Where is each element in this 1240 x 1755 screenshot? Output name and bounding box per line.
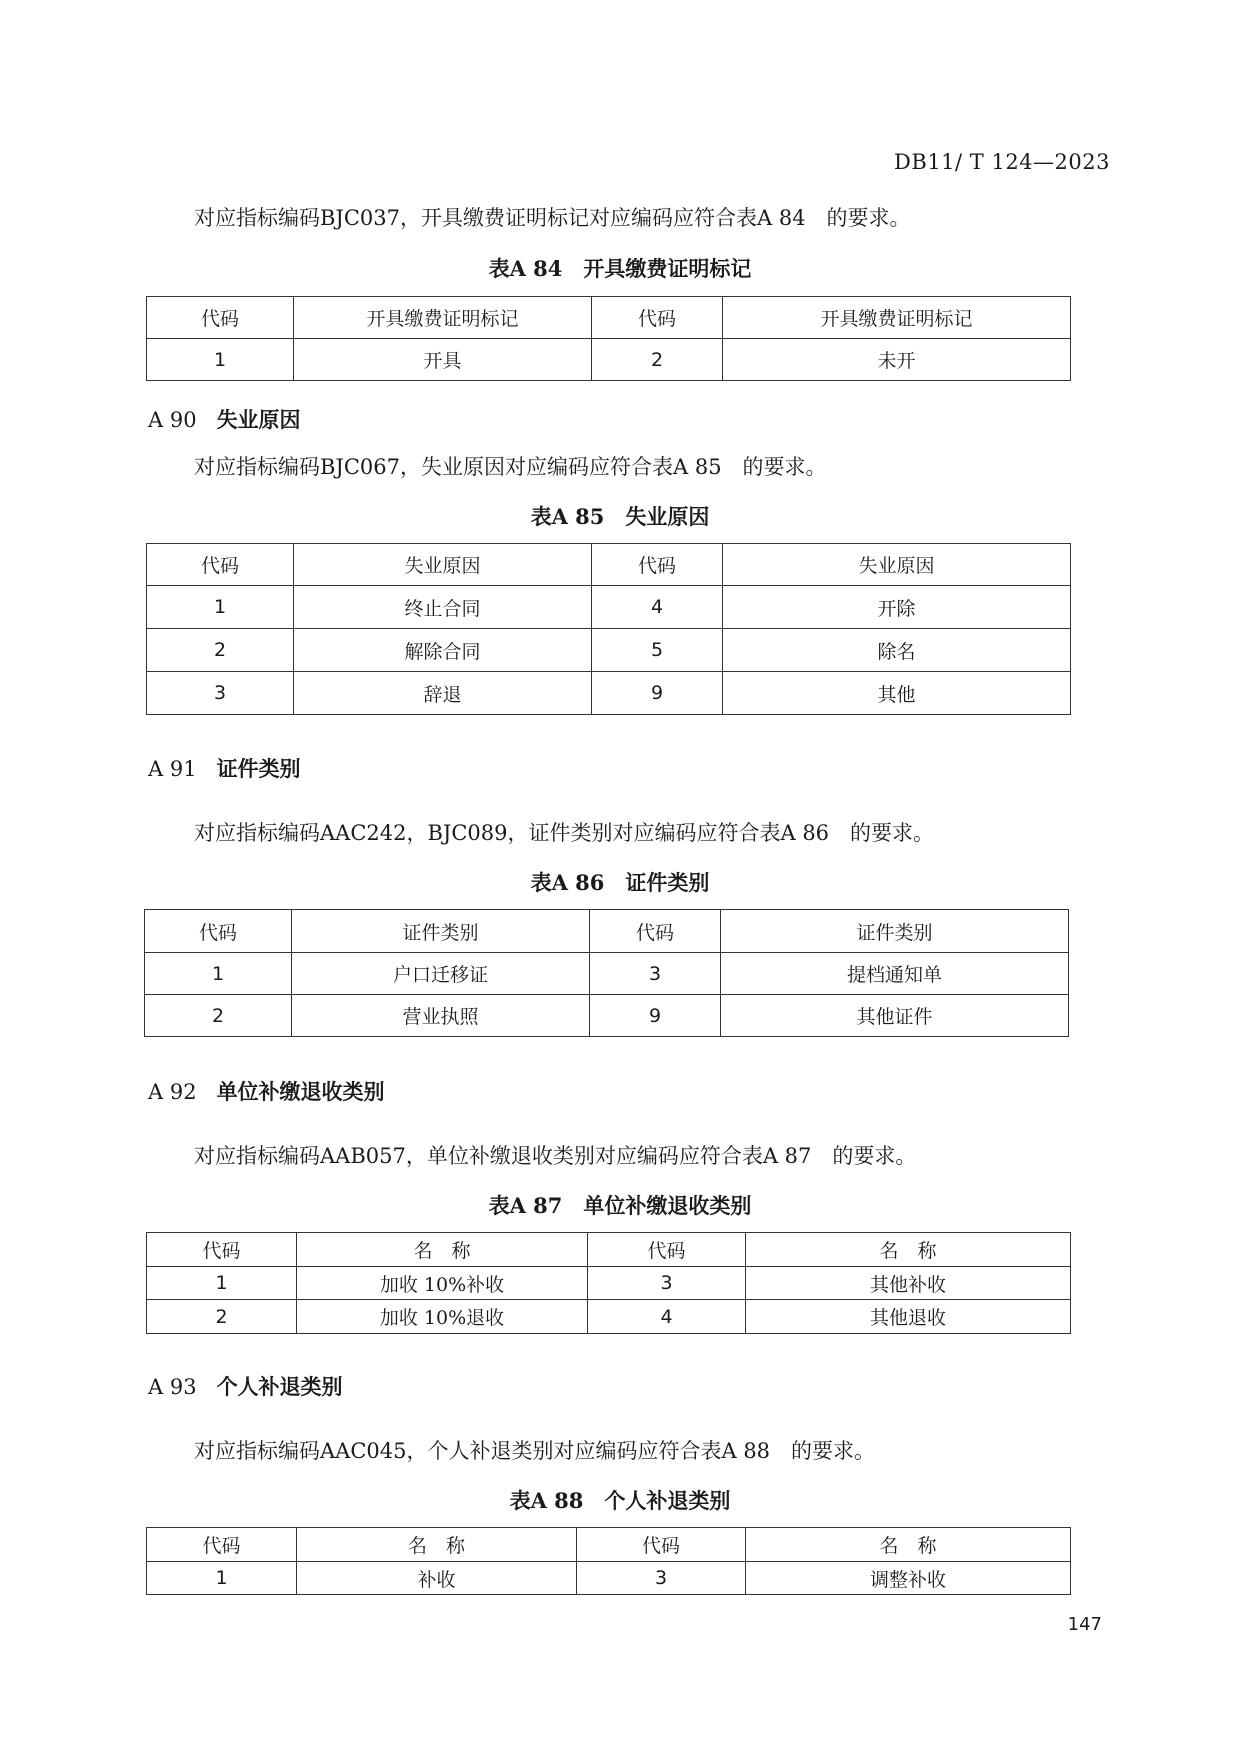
table-row <box>145 953 1069 995</box>
clause-number: A 93 <box>148 1375 197 1399</box>
clause-number: A 91 <box>148 757 197 781</box>
table-caption-a84: 表A 84 开具缴费证明标记 <box>488 256 752 281</box>
value-cell: 其他 <box>723 672 1071 715</box>
header-cell: 名 称 <box>746 1233 1071 1267</box>
table-a86 <box>144 909 1069 1037</box>
value-cell: 调整补收 <box>746 1562 1071 1595</box>
table-row <box>147 672 1071 715</box>
header-cell: 代码 <box>147 1528 297 1562</box>
page-number: 147 <box>1067 1614 1102 1635</box>
header-cell: 代码 <box>590 910 721 953</box>
table-a84 <box>146 296 1071 381</box>
code-cell: 3 <box>577 1562 746 1595</box>
table-a87 <box>146 1232 1071 1334</box>
paragraph-bjc037: 对应指标编码BJC037，开具缴费证明标记对应编码应符合表A 84 的要求。 <box>194 206 911 230</box>
clause-heading-a92 <box>148 1076 385 1106</box>
table-header-row <box>147 297 1071 339</box>
table-a88 <box>146 1527 1071 1595</box>
table-caption-a86: 表A 86 证件类别 <box>530 870 710 895</box>
table-header-row <box>147 544 1071 586</box>
header-cell: 证件类别 <box>292 910 590 953</box>
document-code: DB11/ T 124—2023 <box>894 150 1110 174</box>
table-caption-a85: 表A 85 失业原因 <box>530 504 710 529</box>
code-cell: 5 <box>592 629 723 672</box>
clause-title: 单位补缴退收类别 <box>216 1079 385 1104</box>
paragraph-aac242: 对应指标编码AAC242，BJC089，证件类别对应编码应符合表A 86 的要求。 <box>194 821 935 845</box>
value-cell: 其他补收 <box>746 1267 1071 1300</box>
table-row <box>147 586 1071 629</box>
code-cell: 1 <box>147 1562 297 1595</box>
value-cell: 开具 <box>294 339 592 381</box>
code-cell: 9 <box>592 672 723 715</box>
header-cell: 开具缴费证明标记 <box>294 297 592 339</box>
code-cell: 3 <box>147 672 294 715</box>
code-cell: 1 <box>145 953 292 995</box>
header-cell: 名 称 <box>297 1528 577 1562</box>
code-cell: 3 <box>590 953 721 995</box>
clause-title: 失业原因 <box>216 407 301 432</box>
value-cell: 解除合同 <box>294 629 592 672</box>
code-cell: 2 <box>147 1300 297 1334</box>
paragraph-aab057: 对应指标编码AAB057，单位补缴退收类别对应编码应符合表A 87 的要求。 <box>194 1144 917 1168</box>
value-cell: 除名 <box>723 629 1071 672</box>
table-caption-a88: 表A 88 个人补退类别 <box>509 1488 731 1513</box>
header-cell: 代码 <box>592 544 723 586</box>
value-cell: 其他证件 <box>721 995 1069 1037</box>
table-header-row <box>145 910 1069 953</box>
paragraph-bjc067: 对应指标编码BJC067，失业原因对应编码应符合表A 85 的要求。 <box>194 455 827 479</box>
code-cell: 3 <box>588 1267 746 1300</box>
code-cell: 1 <box>147 586 294 629</box>
header-cell: 开具缴费证明标记 <box>723 297 1071 339</box>
value-cell: 户口迁移证 <box>292 953 590 995</box>
code-cell: 2 <box>147 629 294 672</box>
table-header-row <box>147 1528 1071 1562</box>
clause-title: 个人补退类别 <box>216 1374 343 1399</box>
header-cell: 代码 <box>147 1233 297 1267</box>
header-cell: 名 称 <box>297 1233 588 1267</box>
value-cell: 未开 <box>723 339 1071 381</box>
header-cell: 代码 <box>147 297 294 339</box>
value-cell: 加收 10%退收 <box>297 1300 588 1334</box>
header-cell: 证件类别 <box>721 910 1069 953</box>
clause-number: A 90 <box>148 408 197 432</box>
code-cell: 4 <box>592 586 723 629</box>
header-cell: 代码 <box>592 297 723 339</box>
paragraph-aac045: 对应指标编码AAC045，个人补退类别对应编码应符合表A 88 的要求。 <box>194 1439 876 1463</box>
clause-heading-a91 <box>148 753 301 783</box>
table-header-row <box>147 1233 1071 1267</box>
value-cell: 终止合同 <box>294 586 592 629</box>
header-cell: 名 称 <box>746 1528 1071 1562</box>
code-cell: 4 <box>588 1300 746 1334</box>
clause-number: A 92 <box>148 1080 197 1104</box>
table-row <box>147 1267 1071 1300</box>
code-cell: 2 <box>145 995 292 1037</box>
clause-heading-a90 <box>148 404 301 434</box>
header-cell: 失业原因 <box>723 544 1071 586</box>
header-cell: 代码 <box>147 544 294 586</box>
header-cell: 代码 <box>145 910 292 953</box>
table-row <box>147 339 1071 381</box>
table-a85 <box>146 543 1071 715</box>
code-cell: 1 <box>147 339 294 381</box>
header-cell: 失业原因 <box>294 544 592 586</box>
table-row <box>147 629 1071 672</box>
value-cell: 营业执照 <box>292 995 590 1037</box>
header-cell: 代码 <box>577 1528 746 1562</box>
value-cell: 提档通知单 <box>721 953 1069 995</box>
clause-title: 证件类别 <box>216 756 301 781</box>
code-cell: 2 <box>592 339 723 381</box>
table-row <box>145 995 1069 1037</box>
clause-heading-a93 <box>148 1371 343 1401</box>
table-row <box>147 1300 1071 1334</box>
value-cell: 开除 <box>723 586 1071 629</box>
table-caption-a87: 表A 87 单位补缴退收类别 <box>488 1193 752 1218</box>
code-cell: 1 <box>147 1267 297 1300</box>
value-cell: 补收 <box>297 1562 577 1595</box>
header-cell: 代码 <box>588 1233 746 1267</box>
table-row <box>147 1562 1071 1595</box>
value-cell: 辞退 <box>294 672 592 715</box>
value-cell: 其他退收 <box>746 1300 1071 1334</box>
value-cell: 加收 10%补收 <box>297 1267 588 1300</box>
code-cell: 9 <box>590 995 721 1037</box>
